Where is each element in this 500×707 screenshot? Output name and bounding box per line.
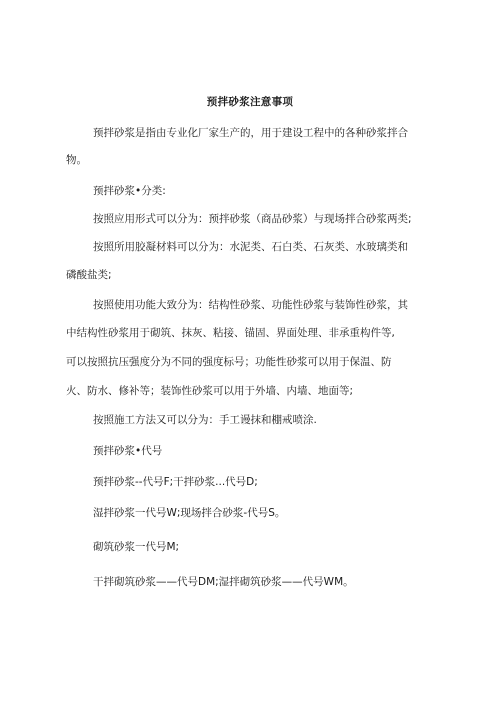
document-title: 预拌砂浆注意事项 (206, 96, 294, 108)
paragraph-line: 预拌砂浆--代号F;干拌砂浆...代号D; (93, 476, 258, 488)
paragraph-line: 按照所用胶凝材料可以分为：水泥类、石白类、石灰类、水玻璃类和 (93, 241, 408, 253)
paragraph-line: 磷酸盐类; (66, 269, 112, 281)
paragraph-line: 可以按照抗压强度分为不同的强度标号；功能性砂浆可以用于保温、防 (66, 356, 392, 368)
paragraph-line: 干拌砌筑砂浆——代号DM;湿拌砌筑砂浆——代号WM。 (93, 576, 354, 588)
paragraph-line: 中结构性砂浆用于砌筑、抹灰、粘接、锚固、界面处理、非承重构件等, (66, 327, 395, 339)
paragraph-line: 按照施工方法又可以分为：手工谩抹和棚戒喷涂. (93, 414, 317, 426)
paragraph-line: 预拌砂浆•分类: (93, 185, 166, 197)
paragraph-line: 火、防水、修补等；装饰性砂浆可以用于外墙、内墙、地面等; (66, 385, 354, 397)
paragraph-line: 按照应用形式可以分为：预拌砂浆（商品砂浆）与现场拌合砂浆两类; (93, 213, 412, 225)
paragraph-line: 湿拌砂浆一代号W;现场拌合砂浆-代号S。 (93, 507, 286, 519)
paragraph-line: 预拌砂浆•代号 (93, 445, 163, 457)
paragraph-line: 预拌砂浆是指由专业化厂家生产的，用于建设工程中的各种砂浆拌合 (93, 127, 408, 139)
paragraph-line: 砌筑砂浆一代号M; (93, 541, 180, 553)
paragraph-line: 按照使用功能大致分为：结构性砂浆、功能性砂浆与装饰性砂浆，其 (93, 299, 408, 311)
paragraph-line: 物。 (66, 154, 87, 166)
